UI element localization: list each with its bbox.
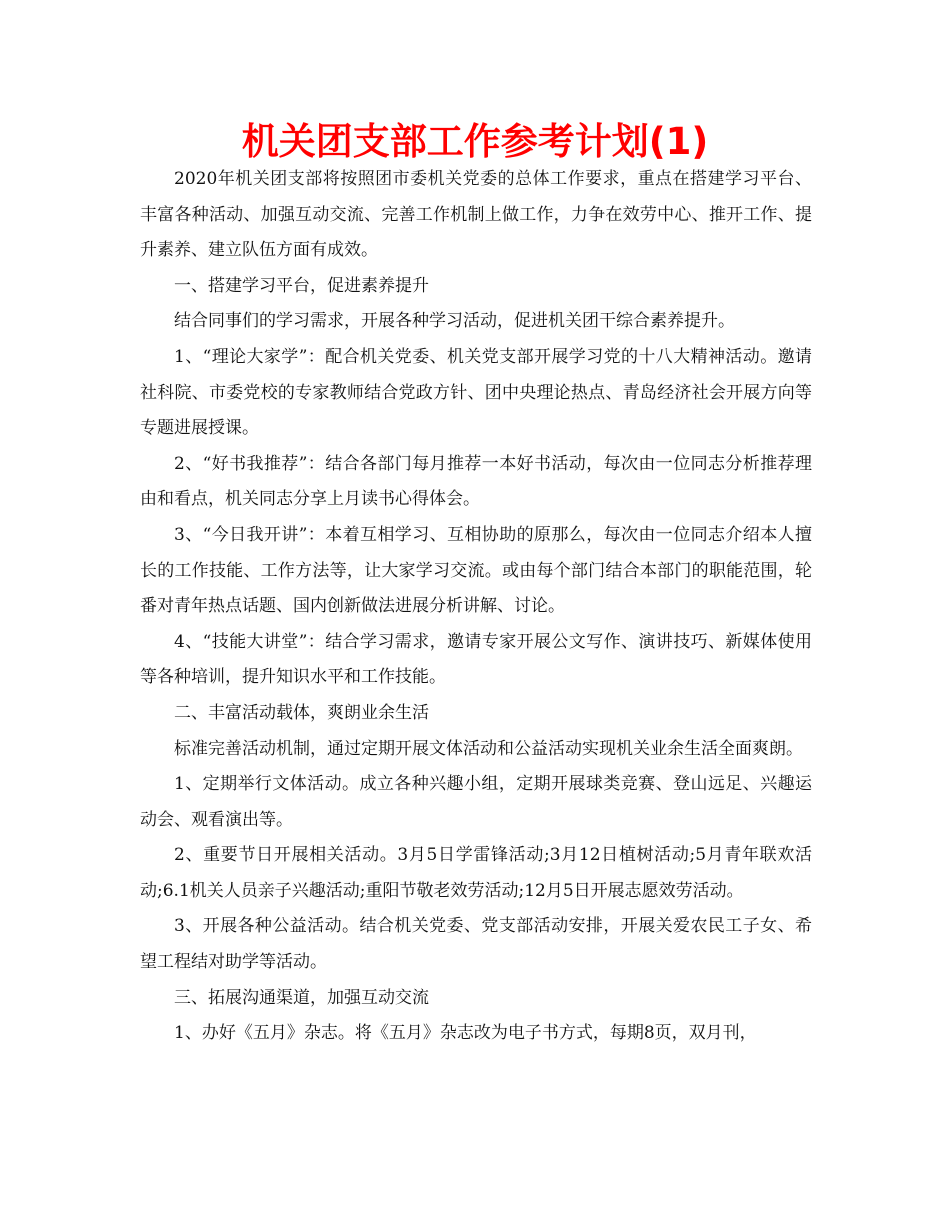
section-1-item-3: 3、“今日我开讲”：本着互相学习、互相协助的原那么，每次由一位同志介绍本人擅长的工作技能、工作方法等，让大家学习交流。或由每个部门结合本部门的职能范围，轮番对青年热点话题、国内创新做法进展分析讲解、讨论。: [140, 524, 812, 617]
intro-paragraph: 2020年机关团支部将按照团市委机关党委的总体工作要求，重点在搭建学习平台、丰富各种活动、加强互动交流、完善工作机制上做工作，力争在效劳中心、推开工作、提升素养、建立队伍方面有成效。: [140, 169, 812, 261]
section-1-item-4: 4、“技能大讲堂”：结合学习需求，邀请专家开展公文写作、演讲技巧、新媒体使用等各种培训，提升知识水平和工作技能。: [140, 631, 812, 688]
section-heading-1: 一、搭建学习平台，促进素养提升: [174, 275, 429, 296]
section-3-item-1: 1、办好《五月》杂志。将《五月》杂志改为电子书方式，每期8页，双月刊，: [174, 1023, 757, 1044]
section-1-item-1: 1、“理论大家学”：配合机关党委、机关党支部开展学习党的十八大精神活动。邀请社科院、市委党校的专家教师结合党政方针、团中央理论热点、青岛经济社会开展方向等专题进展授课。: [140, 346, 812, 439]
document-body: [140, 162, 812, 1052]
section-1-item-2: 2、“好书我推荐”：结合各部门每月推荐一本好书活动，每次由一位同志分析推荐理由和看点，机关同志分享上月读书心得体会。: [140, 453, 812, 510]
section-2-item-2: 2、重要节日开展相关活动。3月5日学雷锋活动;3月12日植树活动;5月青年联欢活动;6.1机关人员亲子兴趣活动;重阳节敬老效劳活动;12月5日开展志愿效劳活动。: [140, 845, 812, 901]
section-1-summary: 结合同事们的学习需求，开展各种学习活动，促进机关团干综合素养提升。: [174, 311, 735, 332]
section-2-summary: 标准完善活动机制，通过定期开展文体活动和公益活动实现机关业余生活全面爽朗。: [174, 738, 803, 759]
section-heading-3: 三、拓展沟通渠道，加强互动交流: [174, 987, 429, 1008]
section-2-item-3: 3、开展各种公益活动。结合机关党委、党支部活动安排，开展关爱农民工子女、希望工程结对助学等活动。: [140, 916, 812, 973]
section-2-item-1: 1、定期举行文体活动。成立各种兴趣小组，定期开展球类竞赛、登山远足、兴趣运动会、观看演出等。: [140, 774, 812, 830]
document-title: 机关团支部工作参考计划(1): [241, 120, 709, 163]
section-heading-2: 二、丰富活动载体，爽朗业余生活: [174, 702, 429, 723]
